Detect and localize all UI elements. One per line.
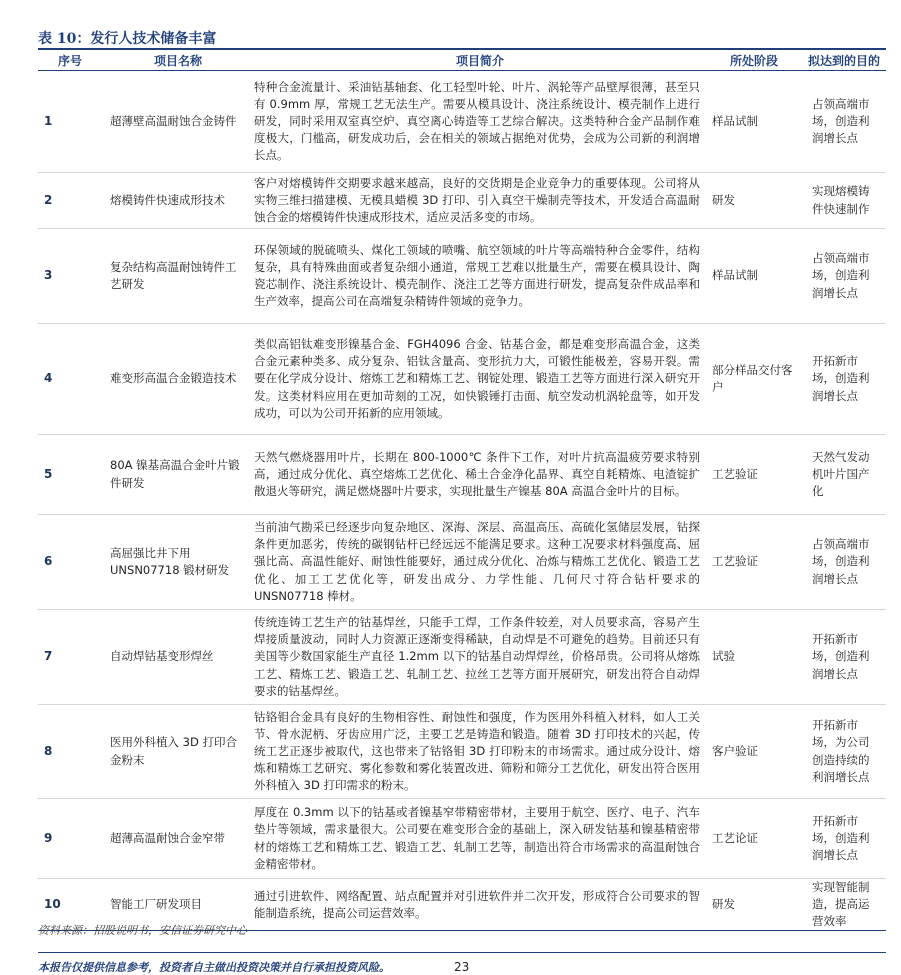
row-number: 6 — [44, 554, 53, 569]
project-description: 特种合金流量计、采油钻基轴套、化工轻型叶轮、叶片、涡轮等产品壁厚很薄，甚至只有 0.9mm 厚，常规工艺无法生产。需要从模具设计、浇注系统设计、模壳制作上进行研发，同时采用双室真空炉、真空离心铸造等工艺综合解决。这类特种合金产品制作难度极大，门槛高，研发成功后，会在相关的领域占据绝对优势，会成为公司新的利润增长点。 — [254, 79, 700, 163]
project-description: 天然气燃烧器用叶片，长期在 800-1000℃ 条件下工作，对叶片抗高温疲劳要求特别高，通过成分优化、真空熔炼工艺优化、稀土合金净化晶界、真空自耗精炼、电渣锭扩散退火等研究，满足燃烧器叶片要求，实现批量生产镍基 80A 高温合金叶片的目标。 — [254, 449, 700, 499]
project-description: 传统连铸工艺生产的钴基焊丝，只能手工焊，工作条件较差，对人员要求高，容易产生焊接质量波动，同时人力资源正逐渐变得稀缺，自动焊是不可避免的趋势。目前还只有美国等少数国家能生产直径 1.2mm 以下的钴基自动焊焊丝，价格昂贵。公司将从熔炼工艺、精炼工艺、锻造工艺、轧制工艺、拉丝工艺等方面开展研究，研发出符合自动焊要求的钴基焊丝。 — [254, 615, 700, 698]
project-name: 复杂结构高温耐蚀铸件工艺研发 — [110, 259, 237, 291]
project-stage: 研发 — [712, 897, 735, 912]
project-stage: 试验 — [712, 649, 735, 664]
project-goal: 开拓新市场，创造利润增长点 — [812, 632, 870, 681]
project-stage: 研发 — [712, 192, 735, 207]
table-row — [38, 173, 886, 229]
table-row — [38, 324, 886, 435]
project-stage: 部分样品交付客户 — [712, 362, 793, 394]
table-row — [38, 515, 886, 610]
table-row — [38, 799, 886, 879]
project-name: 超薄高温耐蚀合金窄带 — [110, 830, 225, 845]
header-goal: 拟达到的目的 — [802, 51, 886, 71]
project-description: 类似高铝钛难变形镍基合金、FGH4096 合金、钴基合金，都是难变形高温合金，这类合金元素种类多、成分复杂、铝钛含量高、变形抗力大，可锻性能极差，容易开裂。需要在化学成分设计、熔炼工艺和精炼工艺、钢锭处理、锻造工艺等方面进行深入研究开发。这类材料应用在更加苛刻的工况，如快锻锤打击面、航空发动机涡轮盘等，如开发成功，可以为公司开拓新的应用领域。 — [254, 337, 700, 420]
project-description: 钴铬钼合金具有良好的生物相容性、耐蚀性和强度，作为医用外科植入材料，如人工关节、骨水泥柄、牙齿应用广泛，主要工艺是铸造和锻造。随着 3D 打印技术的兴起，传统工艺正逐步被取代，这也带来了钴铬钼 3D 打印粉末的市场需求。通过成分设计、熔炼和精炼工艺研究、雾化参数和雾化装置改进、筛粉和筛分工艺优化，研发出符合医用外科植入 3D 打印需求的粉末。 — [254, 709, 700, 793]
project-description: 客户对熔模铸件交期要求越来越高，良好的交货期是企业竞争力的重要体现。公司将从实物三维扫描建模、无模具蜡模 3D 打印、引入真空干燥制壳等技术，开发适合高温耐蚀合金的熔模铸件快速成形技术，适应灵活多变的市场。 — [254, 175, 700, 225]
project-name: 智能工厂研发项目 — [110, 897, 202, 912]
project-stage: 工艺验证 — [712, 466, 758, 481]
project-stage: 工艺论证 — [712, 830, 758, 845]
project-description: 环保领域的脱硫喷头、煤化工领域的喷嘴、航空领域的叶片等高端特种合金零件，结构复杂，具有特殊曲面或者复杂细小通道，常规工艺难以批量生产，需要在模具设计、陶瓷芯制作、浇注系统设计、模壳制作、浇注工艺等方面进行研发，提高复杂件成品率和生产效率，提高公司在高端复杂精铸件领域的竞争力。 — [254, 242, 700, 309]
project-name: 80A 镍基高温合金叶片锻件研发 — [110, 458, 240, 490]
project-goal: 实现智能制造，提高运营效率 — [812, 880, 870, 929]
row-number: 4 — [44, 371, 53, 386]
title-rule — [38, 48, 886, 50]
table-header-row — [38, 51, 886, 71]
project-goal: 天然气发动机叶片国产化 — [812, 449, 870, 499]
page-number: 23 — [454, 960, 470, 974]
project-description: 厚度在 0.3mm 以下的钴基或者镍基窄带精密带材，主要用于航空、医疗、电子、汽车垫片等领域，需求量很大。公司要在难变形合金的基础上，深入研发钴基和镍基精密带材的熔炼工艺和精炼工艺、锻造工艺、轧制工艺等，制造出符合市场需求的高温耐蚀合金精密带材。 — [254, 805, 700, 871]
row-number: 3 — [44, 268, 53, 283]
project-name: 自动焊钴基变形焊丝 — [110, 649, 214, 664]
disclaimer: 本报告仅提供信息参考，投资者自主做出投资决策并自行承担投资风险。 — [38, 961, 390, 974]
project-name: 超薄壁高温耐蚀合金铸件 — [110, 113, 237, 128]
tech-reserve-table — [38, 51, 886, 931]
project-goal: 实现熔模铸件快速制作 — [812, 184, 870, 216]
project-name: 医用外科植入 3D 打印合金粉末 — [110, 735, 237, 767]
row-number: 10 — [44, 897, 61, 912]
project-goal: 开拓新市场，创造利润增长点 — [812, 813, 870, 863]
table-row — [38, 229, 886, 324]
project-name: 熔模铸件快速成形技术 — [110, 192, 225, 207]
project-name: 高屈强比井下用 UNSN07718 锻材研发 — [110, 545, 230, 577]
project-stage: 客户验证 — [712, 743, 758, 758]
project-goal: 开拓新市场，创造利润增长点 — [812, 354, 870, 403]
table-row — [38, 435, 886, 515]
header-no: 序号 — [38, 51, 102, 71]
project-description: 通过引进软件、网络配置、站点配置并对引进软件并二次开发，形成符合公司要求的智能制造系统，提高公司运营效率。 — [254, 888, 700, 920]
project-goal: 占领高端市场，创造利润增长点 — [812, 96, 870, 146]
table-row — [38, 705, 886, 799]
project-goal: 占领高端市场，创造利润增长点 — [812, 251, 870, 300]
project-goal: 占领高端市场，创造利润增长点 — [812, 537, 870, 586]
project-name: 难变形高温合金锻造技术 — [110, 371, 237, 386]
row-number: 8 — [44, 743, 53, 758]
table-row — [38, 71, 886, 173]
table-row — [38, 610, 886, 705]
source-note: 资料来源：招股说明书，安信证券研究中心 — [38, 924, 247, 937]
header-name: 项目名称 — [102, 51, 254, 71]
row-number: 1 — [44, 113, 53, 128]
row-number: 9 — [44, 830, 53, 845]
row-number: 2 — [44, 192, 53, 207]
row-number: 7 — [44, 649, 53, 664]
project-stage: 样品试制 — [712, 113, 758, 128]
project-stage: 样品试制 — [712, 268, 758, 283]
row-number: 5 — [44, 466, 53, 481]
project-description: 当前油气勘采已经逐步向复杂地区、深海、深层、高温高压、高硫化氢储层发展，钻探条件更加恶劣，传统的碳钢钻杆已经远远不能满足要求。这种工况要求材料强度高、屈强比高、高温性能好、耐蚀性能要好，通过成分优化、冶炼与精炼工艺优化、锻造工艺优化、加工工艺优化等，研发出成分、力学性能、几何尺寸符合钻杆要求的 UNSN07718 棒材。 — [254, 520, 700, 603]
project-stage: 工艺验证 — [712, 554, 758, 569]
header-desc: 项目简介 — [254, 51, 706, 71]
project-goal: 开拓新市场，为公司创造持续的利润增长点 — [812, 718, 870, 784]
footer-rule — [38, 952, 886, 953]
table-title: 表 10：发行人技术储备丰富 — [38, 31, 217, 47]
header-stage: 所处阶段 — [706, 51, 802, 71]
